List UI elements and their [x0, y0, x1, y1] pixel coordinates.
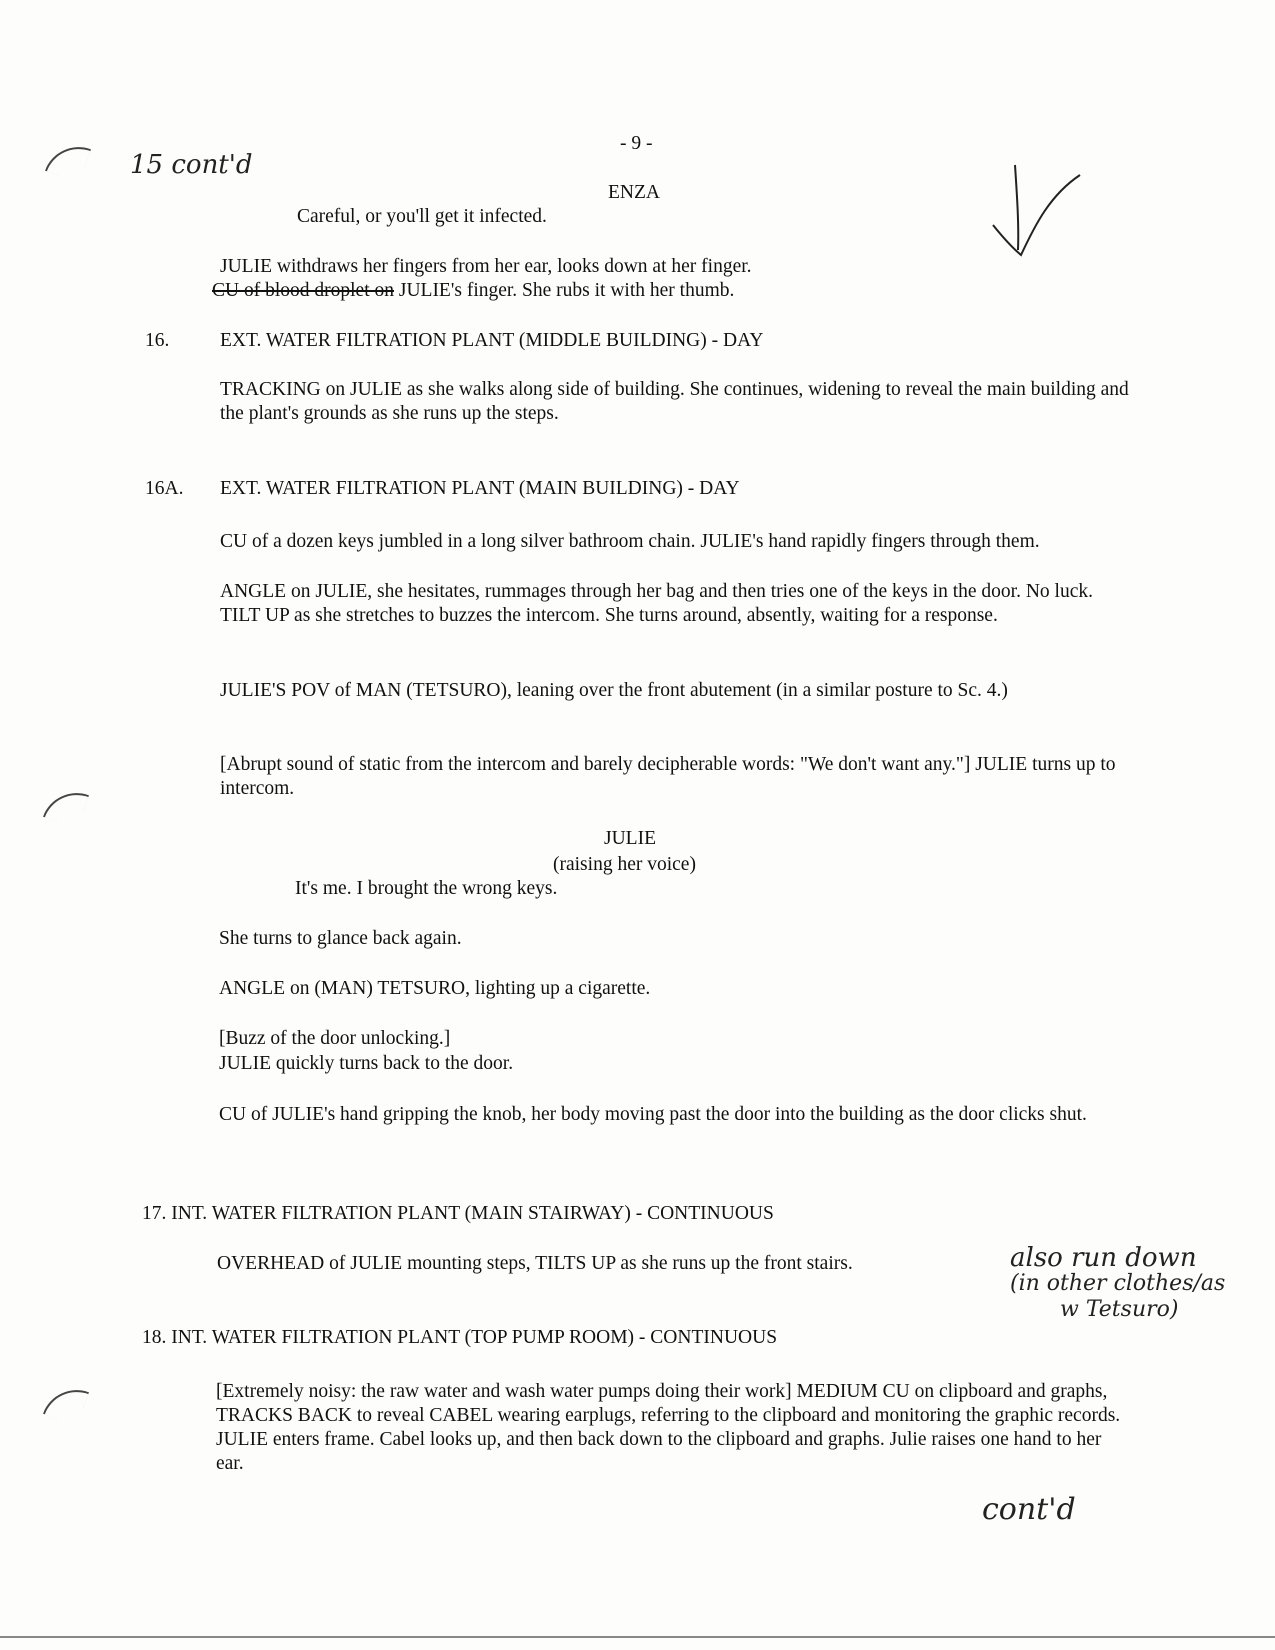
- hole-punch-middle: [43, 783, 89, 829]
- page-number: - 9 -: [620, 133, 653, 154]
- dialogue-line: It's me. I brought the wrong keys.: [295, 878, 558, 899]
- scene-number: 16A.: [145, 478, 184, 499]
- struck-text: CU of blood droplet on: [212, 280, 394, 301]
- scene-heading: 17. INT. WATER FILTRATION PLANT (MAIN STAIRWAY) - CONTINUOUS: [142, 1203, 774, 1224]
- handwritten-note-line: w Tetsuro): [1060, 1297, 1179, 1322]
- dialogue-line: Careful, or you'll get it infected.: [297, 206, 547, 227]
- character-name-enza: ENZA: [608, 182, 660, 203]
- action-line: OVERHEAD of JULIE mounting steps, TILTS UP as she runs up the front stairs.: [217, 1253, 853, 1274]
- handwritten-note-line: also run down: [1010, 1243, 1197, 1273]
- action-line: [212, 279, 734, 303]
- action-paragraph: [Abrupt sound of static from the intercom and barely decipherable words: "We don't want any."] JULIE turns up to intercom.: [220, 754, 1116, 799]
- action-paragraph: ANGLE on JULIE, she hesitates, rummages through her bag and then tries one of the keys in the door. No luck. TILT UP as she stretches to buzzes the intercom. She turns around, absently, waiting for a response.: [220, 581, 1093, 626]
- scene-heading: EXT. WATER FILTRATION PLANT (MIDDLE BUILDING) - DAY: [220, 330, 764, 351]
- action-line: ANGLE on (MAN) TETSURO, lighting up a cigarette.: [219, 978, 651, 999]
- action-paragraph: CU of JULIE's hand gripping the knob, her body moving past the door into the building as the door clicks shut.: [219, 1104, 1087, 1125]
- action-line: She turns to glance back again.: [219, 928, 462, 949]
- hole-punch-bottom: [43, 1380, 89, 1426]
- action-paragraph: TRACKING on JULIE as she walks along side of building. She continues, widening to reveal the main building and the plant's grounds as she runs up the steps.: [220, 379, 1129, 424]
- action-line: JULIE quickly turns back to the door.: [219, 1053, 514, 1074]
- action-paragraph: [Extremely noisy: the raw water and wash water pumps doing their work] MEDIUM CU on clipboard and graphs, TRACKS BACK to reveal CABEL wearing earplugs, referring to the clipboard and monitoring the graphic records. JULIE enters frame. Cabel looks up, and then back down to the clipboard and graphs. Julie raises one hand to her ear.: [216, 1381, 1121, 1474]
- parenthetical: (raising her voice): [553, 854, 696, 875]
- action-line: JULIE withdraws her fingers from her ear, looks down at her finger.: [220, 256, 752, 277]
- action-text: JULIE's finger. She rubs it with her thumb.: [393, 280, 735, 301]
- handwritten-scene-ref: 15 cont'd: [130, 150, 253, 180]
- scene-heading: EXT. WATER FILTRATION PLANT (MAIN BUILDING) - DAY: [220, 478, 740, 499]
- action-paragraph: CU of a dozen keys jumbled in a long silver bathroom chain. JULIE's hand rapidly fingers through them.: [220, 531, 1040, 552]
- sound-cue: [Buzz of the door unlocking.]: [219, 1028, 451, 1049]
- character-name-julie: JULIE: [604, 828, 656, 849]
- hole-punch-top: [45, 137, 91, 183]
- scene-heading: 18. INT. WATER FILTRATION PLANT (TOP PUMP ROOM) - CONTINUOUS: [142, 1327, 778, 1348]
- action-paragraph: JULIE'S POV of MAN (TETSURO), leaning over the front abutement (in a similar posture to Sc. 4.): [220, 680, 1008, 701]
- handwritten-note-line: (in other clothes/as: [1010, 1271, 1226, 1296]
- handwritten-contd: cont'd: [982, 1492, 1076, 1527]
- checkmark-icon: [985, 155, 1095, 275]
- handwritten-note: [1010, 1245, 1225, 1323]
- scene-number: 16.: [145, 330, 170, 351]
- page-bottom-edge: [0, 1636, 1275, 1638]
